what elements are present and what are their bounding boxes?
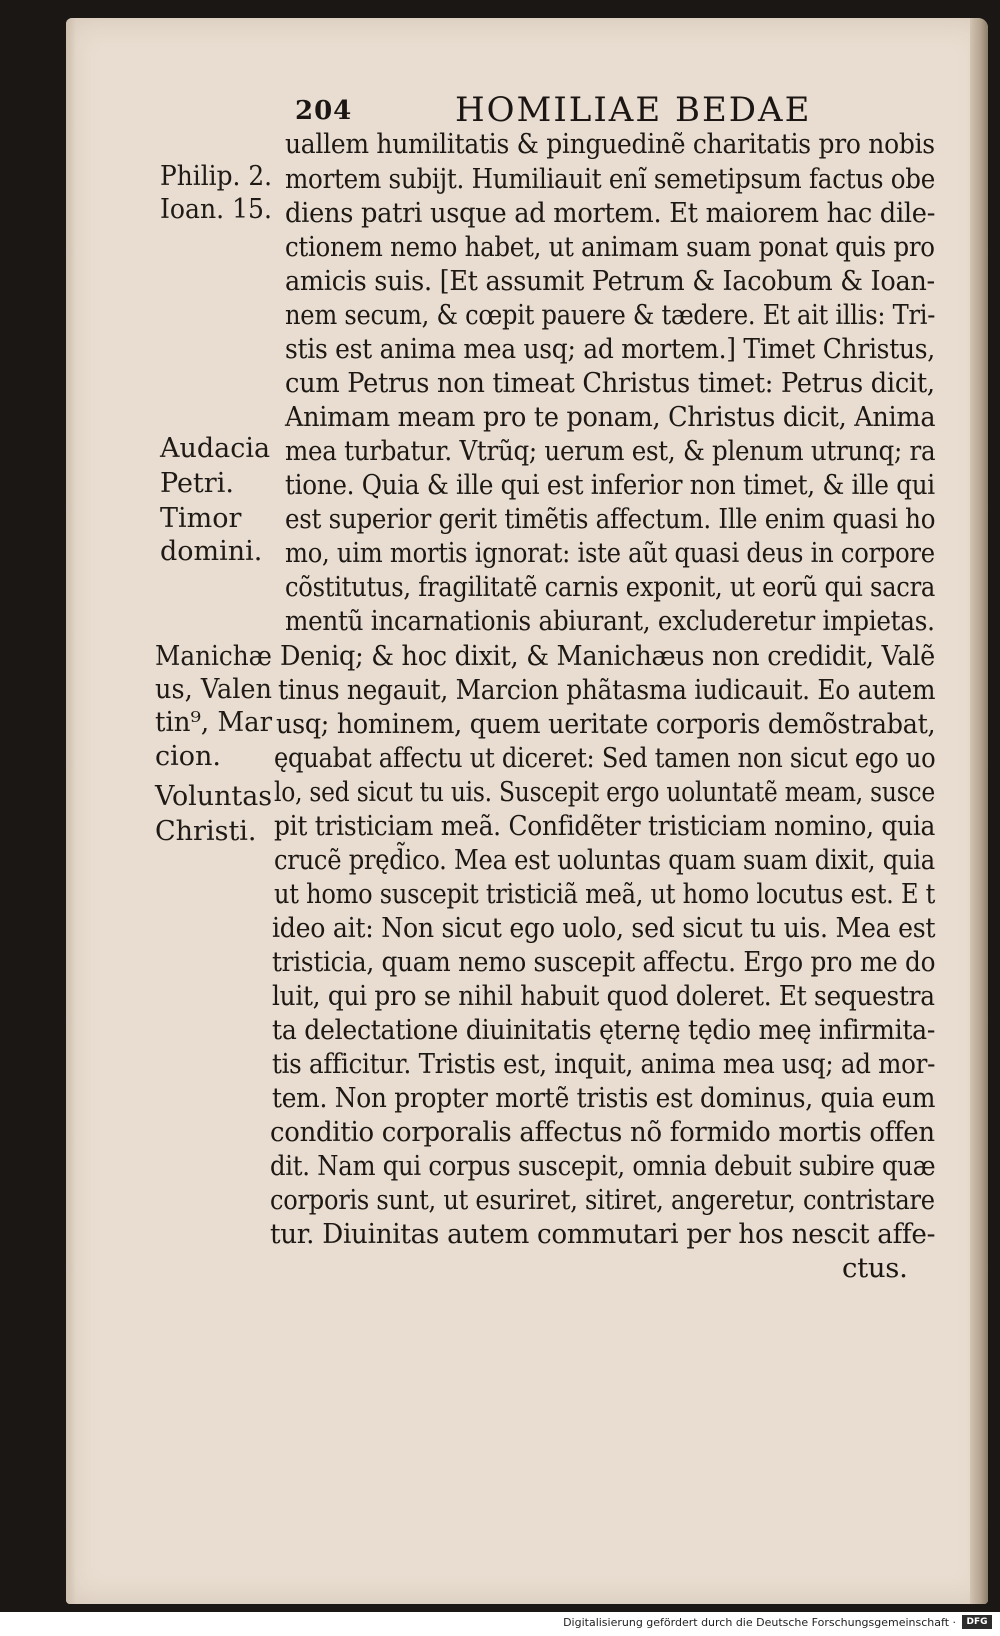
text-line: conditio corporalis affectus nõ formido mortis offen — [270, 1116, 935, 1148]
text-line: tristicia, quam nemo suscepit affectu. Ergo pro me do — [272, 946, 936, 978]
margin-note: domini. — [160, 536, 263, 567]
text-line: cõstitutus, fragilitatẽ carnis exponit, ut eorũ qui sacra — [285, 571, 936, 603]
page-left-edge — [66, 18, 76, 1604]
text-line: ideo ait: Non sicut ego uolo, sed sicut tu uis. Mea est — [272, 912, 936, 944]
text-line: ut homo suscepit tristiciã meã, ut homo locutus est. E t — [274, 878, 936, 910]
text-line: Deniq; & hoc dixit, & Manichæus non credidit, Valẽ — [280, 640, 935, 672]
margin-note: us, Valen — [155, 674, 272, 705]
text-line: pit tristiciam meã. Confidẽter tristiciam nomino, quia — [274, 810, 936, 842]
text-line: nem secum, & cœpit pauere & tædere. Et ait illis: Tri- — [285, 299, 936, 331]
text-line: tinus negauit, Marcion phãtasma iudicauit. Eo autem — [278, 674, 936, 706]
text-line: cum Petrus non timeat Christus timet: Petrus dicit, — [285, 367, 935, 399]
text-line: lo, sed sicut tu uis. Suscepit ergo uoluntatẽ meam, susce — [274, 776, 935, 808]
text-line: amicis suis. [Et assumit Petrum & Iacobum & Ioan- — [285, 265, 935, 297]
text-line: mortem subijt. Humiliauit enĩ semetipsum factus obe — [285, 163, 936, 195]
text-line: tur. Diuinitas autem commutari per hos nescit affe- — [270, 1218, 936, 1250]
dfg-logo: DFG — [962, 1615, 992, 1629]
text-line: tem. Non propter mortẽ tristis est dominus, quia eum — [272, 1082, 936, 1114]
text-line: mo, uim mortis ignorat: iste aũt quasi deus in corpore — [285, 537, 935, 569]
text-line: usq; hominem, quem ueritate corporis demõstrabat, — [276, 708, 936, 740]
text-line: tione. Quia & ille qui est inferior non timet, & ille qui — [285, 469, 935, 501]
text-line: mentũ incarnationis abiurant, excluderetur impietas. — [285, 605, 935, 637]
footer-credit: Digitalisierung gefördert durch die Deutsche Forschungsgemeinschaft · — [563, 1616, 956, 1629]
text-line: mea turbatur. Vtrũq; uerum est, & plenum utrunq; ra — [285, 435, 936, 467]
text-line: ęquabat affectu ut diceret: Sed tamen non sicut ego uo — [274, 742, 936, 774]
margin-note: Manichæ — [155, 641, 272, 672]
text-line: corporis sunt, ut esuriret, sitiret, angeretur, contristare — [270, 1184, 935, 1216]
text-line: luit, qui pro se nihil habuit quod doleret. Et sequestra — [272, 980, 935, 1012]
margin-note: Timor — [160, 503, 242, 534]
text-line: tis afficitur. Tristis est, inquit, anima mea usq; ad mor- — [272, 1048, 936, 1080]
text-line: dit. Nam qui corpus suscepit, omnia debuit subire quæ — [270, 1150, 936, 1182]
margin-note: Christi. — [155, 816, 257, 847]
text-line: ctionem nemo habet, ut animam suam ponat quis pro — [285, 231, 935, 263]
page-spine-shadow — [970, 18, 988, 1604]
text-line: ctus. — [842, 1252, 908, 1284]
margin-note: cion. — [155, 741, 221, 772]
margin-note: tin⁹, Mar — [155, 707, 273, 738]
margin-note: Ioan. 15. — [160, 194, 272, 225]
text-line: diens patri usque ad mortem. Et maiorem hac dile- — [285, 197, 936, 229]
text-line: ta delectatione diuinitatis ęternę tędio meę infirmita- — [272, 1014, 936, 1046]
page-number: 204 — [295, 96, 353, 126]
text-line: Animam meam pro te ponam, Christus dicit, Anima — [285, 401, 936, 433]
running-title: HOMILIAE BEDAE — [455, 90, 812, 130]
text-line: crucẽ pręd̃ico. Mea est uoluntas quam suam dixit, quia — [274, 844, 935, 876]
margin-note: Audacia — [160, 433, 271, 464]
margin-note: Voluntas — [155, 781, 273, 812]
margin-note: Philip. 2. — [160, 161, 273, 192]
margin-note: Petri. — [160, 468, 234, 499]
text-line: est superior gerit timẽtis affectum. Ille enim quasi ho — [285, 503, 936, 535]
text-line: stis est anima mea usq; ad mortem.] Timet Christus, — [285, 333, 935, 365]
text-line: uallem humilitatis & pinguedinẽ charitatis pro nobis — [285, 128, 935, 160]
